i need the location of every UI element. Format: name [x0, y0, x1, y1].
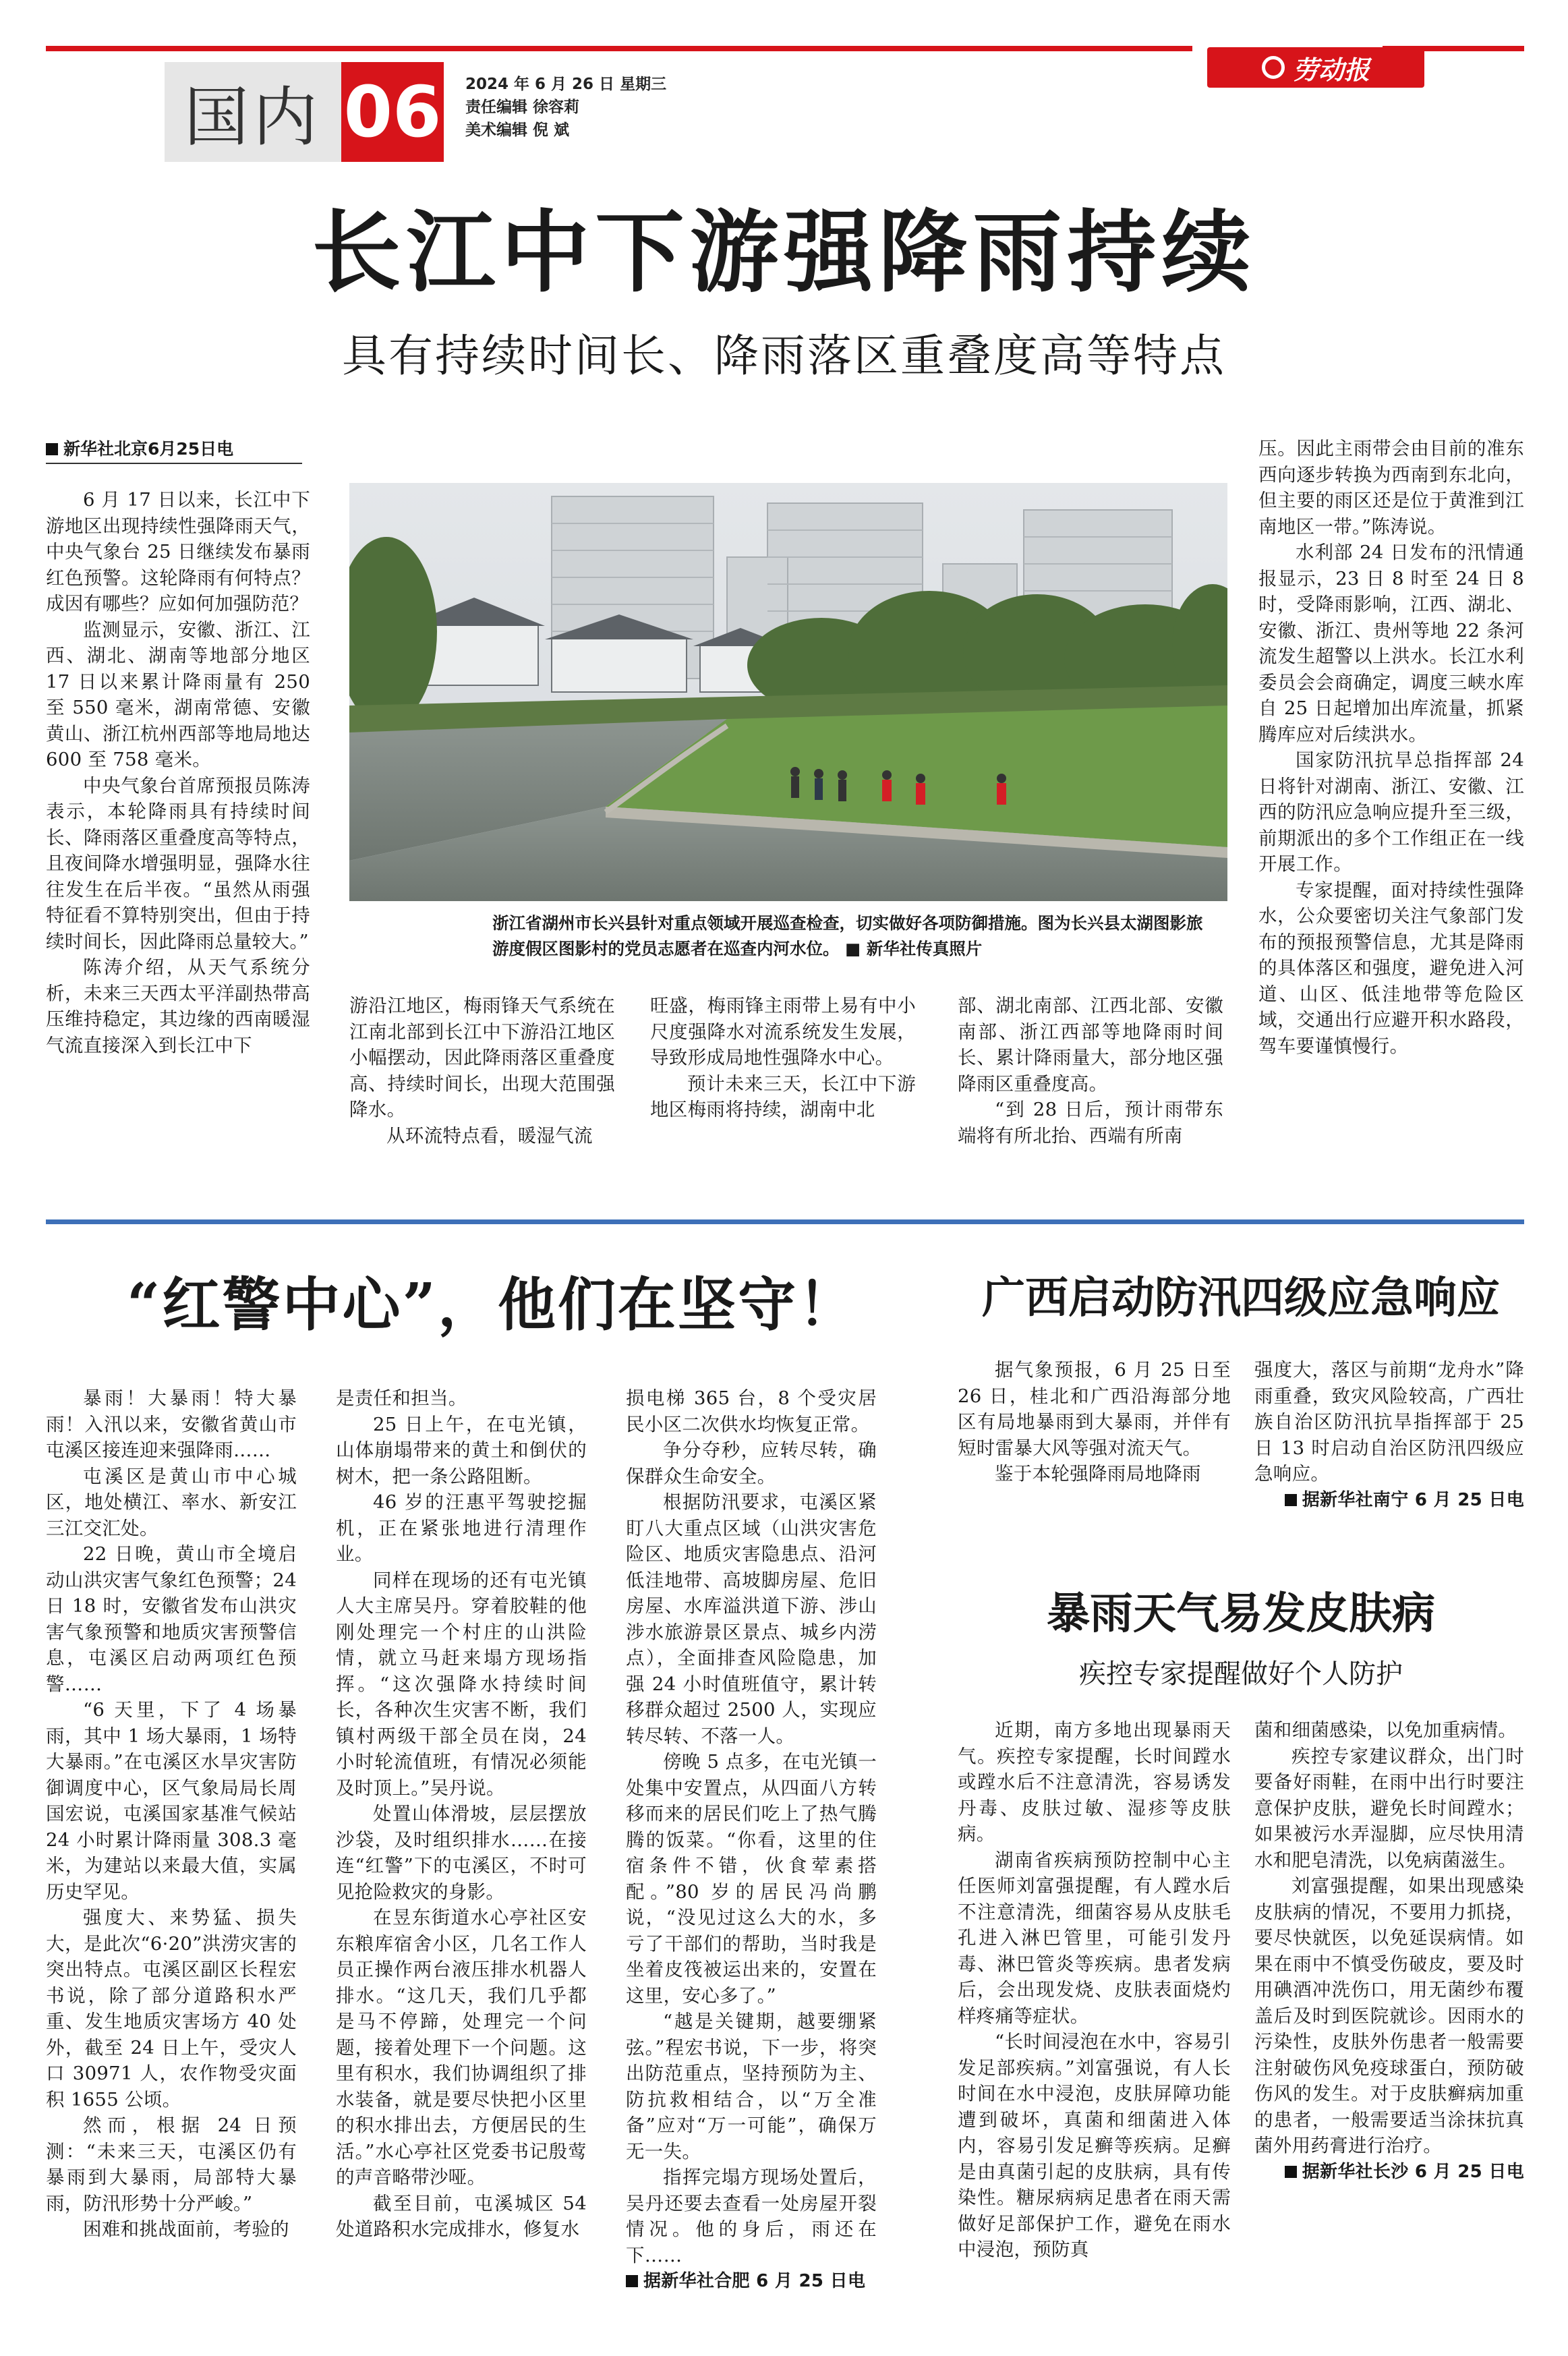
paragraph: 压。因此主雨带会由目前的准东西向逐步转换为西南到东北向，但主要的雨区还是位于黄淮到江南地区一带。”陈涛说。 [1258, 438, 1524, 538]
paragraph: 专家提醒，面对持续性强降水，公众要密切关注气象部门发布的预报预警信息，尤其是降雨的具体落区和强度，避免进入河道、山区、低洼地带等危险区域，交通出行应避开积水路段，驾车要谨慎慢行。 [1258, 879, 1524, 1057]
paragraph: 46 岁的汪惠平驾驶挖掘机，正在紧张地进行清理作业。 [336, 1491, 587, 1565]
story3-headline: 广西启动防汛四级应急响应 [982, 1273, 1500, 1323]
lead-column-3 [650, 993, 916, 1123]
paragraph: 处置山体滑坡，层层摆放沙袋，及时组织排水……在接连“红警”下的屯溪区，不时可见抢险救灾的身影。 [336, 1803, 587, 1903]
story2-column-3 [626, 1385, 877, 2295]
lead-column-5 [1258, 436, 1524, 1059]
section-label: 国内 [165, 62, 341, 162]
paragraph: 鉴于本轮强降雨局地降雨 [995, 1463, 1201, 1485]
section-divider [46, 1219, 1524, 1224]
editor-credit: 责任编辑 徐容莉 [465, 98, 580, 116]
header-top-rule [46, 46, 1192, 51]
paragraph: 指挥完塌方现场处置后，吴丹还要去查看一处房屋开裂情况。他的身后，雨还在下…… [626, 2166, 877, 2266]
paragraph: 部、湖北南部、江西北部、安徽南部、浙江西部等地降雨时间长、累计降雨量大，部分地区强降雨区重叠度高。 [958, 995, 1223, 1095]
paragraph: 近期，南方多地出现暴雨天气。疾控专家提醒，长时间蹚水或蹚水后不注意清洗，容易诱发丹毒、皮肤过敏、湿疹等皮肤病。 [958, 1719, 1231, 1845]
story2-column-2 [336, 1385, 587, 2243]
paragraph: 陈涛介绍，从天气系统分析，未来三天西太平洋副热带高压维持稳定，其边缘的西南暖湿气流直接深入到长江中下 [46, 956, 310, 1056]
paragraph: 是责任和担当。 [336, 1387, 467, 1409]
paragraph: 截至目前，屯溪城区 54 处道路积水完成排水，修复水 [336, 2192, 587, 2240]
paragraph: 中央气象台首席预报员陈涛表示，本轮降雨具有持续时间长、降雨落区重叠度高等特点，且夜间降水增强明显，强降水往往发生在后半夜。“虽然从雨强特征看不算特别突出，但由于持续时间长，因此降雨总量较大。” [46, 774, 310, 952]
lead-byline: 新华社北京6月25日电 [46, 436, 302, 464]
paragraph: 菌和细菌感染，以免加重病情。 [1254, 1719, 1517, 1741]
art-editor-credit: 美术编辑 倪 斌 [465, 121, 570, 139]
photo-credit-marker-icon: ■ [845, 939, 867, 958]
masthead-name: 劳动报 [1292, 54, 1370, 85]
newspaper-logo-icon [1262, 56, 1285, 79]
paragraph: 旺盛，梅雨锋主雨带上易有中小尺度强降水对流系统发生发展，导致形成局地性强降水中心。 [650, 995, 916, 1068]
story3-column-1 [958, 1357, 1231, 1487]
lead-photo [349, 483, 1227, 901]
paragraph: “6 天里，下了 4 场暴雨，其中 1 场大暴雨，1 场特大暴雨。”在屯溪区水旱灾害防御调度中心，区气象局局长周国宏说，屯溪国家基准气候站 24 小时累计降雨量 308.3 毫米，为建站以来最大值，实属历史罕见。 [46, 1699, 297, 1903]
paragraph: 湖南省疾病预防控制中心主任医师刘富强提醒，有人蹚水后不注意清洗，细菌容易从皮肤毛孔进入淋巴管里，可能引发丹毒、淋巴管炎等疾病。患者发病后，会出现发烧、皮肤表面烧灼样疼痛等症状。 [958, 1849, 1231, 2027]
paragraph: 6 月 17 日以来，长江中下游地区出现持续性强降雨天气，中央气象台 25 日继续发布暴雨红色预警。这轮降雨有何特点？成因有哪些？应如何加强防范？ [46, 489, 310, 614]
paragraph: 根据防汛要求，屯溪区紧盯八大重点区域（山洪灾害危险区、地质灾害隐患点、沿河低洼地带、高坡脚房屋、危旧房屋、水库溢洪道下游、涉山涉水旅游景区景点、城乡内涝点），全面排查风险隐患，加强 24 小时值班值守，累计转移群众超过 2500 人，实现应转尽转、不落一人。 [626, 1491, 877, 1747]
photo-caption-text: 浙江省湖州市长兴县针对重点领域开展巡查检查，切实做好各项防御措施。图为长兴县太湖图影旅游度假区图影村的党员志愿者在巡查内河水位。 [492, 913, 1203, 958]
page-number: 06 [341, 62, 444, 162]
story2-source: 据新华社合肥 6 月 25 日电 [626, 2268, 877, 2295]
story2-column-1 [46, 1385, 297, 2243]
paragraph: 然而，根据 24 日预测：“未来三天，屯溪区仍有暴雨到大暴雨，局部特大暴雨，防汛形势十分严峻。” [46, 2115, 297, 2214]
paragraph: 预计未来三天，长江中下游地区梅雨将持续，湖南中北 [650, 1072, 916, 1120]
paragraph: “越是关键期，越要绷紧弦。”程宏书说，下一步，将突出防范重点，坚持预防为主、防抗救相结合，以“万全准备”应对“万一可能”，确保万无一失。 [626, 2011, 877, 2162]
paragraph: 争分夺秒，应转尽转，确保群众生命安全。 [626, 1439, 877, 1487]
paragraph: 屯溪区是黄山市中心城区，地处横江、率水、新安江三江交汇处。 [46, 1465, 297, 1539]
photo-caption [492, 911, 1207, 962]
paragraph: 损电梯 365 台，8 个受灾居民小区二次供水均恢复正常。 [626, 1387, 877, 1435]
photo-credit: 新华社传真照片 [866, 939, 983, 958]
paragraph: 水利部 24 日发布的汛情通报显示，23 日 8 时至 24 日 8 时，受降雨影响，江西、湖北、安徽、浙江、贵州等地 22 条河流发生超警以上洪水。长江水利委员会会商确定，调度三峡水库自 25 日起增加出库流量，抓紧腾库应对后续洪水。 [1258, 542, 1524, 745]
paragraph: 刘富强提醒，如果出现感染皮肤病的情况，不要用力抓挠，要尽快就医，以免延误病情。如果在雨中不慎受伤破皮，要及时用碘酒冲洗伤口，用无菌纱布覆盖后及时到医院就诊。因雨水的污染性，皮肤外伤患者一般需要注射破伤风免疫球蛋白，预防破伤风的发生。对于皮肤癣病加重的患者，一般需要适当涂抹抗真菌外用药膏进行治疗。 [1254, 1875, 1524, 2156]
paragraph: 游沿江地区，梅雨锋天气系统在江南北部到长江中下游沿江地区小幅摆动，因此降雨落区重叠度高、持续时间长，出现大范围强降水。 [349, 995, 615, 1120]
paragraph: “长时间浸泡在水中，容易引发足部疾病。”刘富强说，有人长时间在水中浸泡，皮肤屏障功能遭到破坏，真菌和细菌进入体内，容易引发足癣等疾病。足癣是由真菌引起的皮肤病，具有传染性。糖尿病病足患者在雨天需做好足部保护工作，避免在雨水中浸泡，预防真 [958, 2031, 1231, 2260]
paragraph: 22 日晚，黄山市全境启动山洪灾害气象红色预警；24 日 18 时，安徽省发布山洪灾害气象预警和地质灾害预警信息，屯溪区启动两项红色预警…… [46, 1543, 297, 1695]
paragraph: 疾控专家建议群众，出门时要备好雨鞋，在雨中出行时要注意保护皮肤，避免长时间蹚水；如果被污水弄湿脚，应尽快用清水和肥皂清洗，以免病菌滋生。 [1254, 1745, 1524, 1871]
paragraph: 同样在现场的还有屯光镇人大主席吴丹。穿着胶鞋的他刚处理完一个村庄的山洪险情，就立马赶来塌方现场指挥。“这次强降水持续时间长，各种次生灾害不断，我们镇村两级干部全员在岗，24 小时轮流值班，有情况必须能及时顶上。”吴丹说。 [336, 1569, 587, 1799]
flood-patrol-photo [349, 483, 1227, 901]
paragraph: 强度大、来势猛、损失大，是此次“6·20”洪涝灾害的突出特点。屯溪区副区长程宏书说，除了部分道路积水严重、发生地质灾害场方 40 处外，截至 24 日上午，受灾人口 30971 人，农作物受灾面积 1655 公顷。 [46, 1907, 297, 2110]
lead-column-4 [958, 993, 1223, 1149]
story4-subheadline: 疾控专家提醒做好个人防护 [1079, 1659, 1403, 1690]
dateline [465, 73, 666, 142]
story4-headline: 暴雨天气易发皮肤病 [1047, 1588, 1435, 1639]
paragraph: 困难和挑战面前，考验的 [83, 2218, 289, 2240]
paragraph: 25 日上午，在屯光镇，山体崩塌带来的黄土和倒伏的树木，把一条公路阻断。 [336, 1413, 587, 1487]
issue-date: 2024 年 6 月 26 日 星期三 [465, 76, 667, 93]
lead-column-1 [46, 487, 310, 1058]
paragraph: 暴雨！大暴雨！特大暴雨！入汛以来，安徽省黄山市屯溪区接连迎来强降雨…… [46, 1387, 297, 1461]
paragraph: 傍晚 5 点多，在屯光镇一处集中安置点，从四面八方转移而来的居民们吃上了热气腾腾的饭菜。“你看，这里的住宿条件不错，伙食荤素搭配。”80 岁的居民冯尚鹏说，“没见过这么大的水，多亏了干部们的帮助，当时我是坐着皮筏被运出来的，安置在这里，安心多了。” [626, 1751, 877, 2007]
paragraph: 监测显示，安徽、浙江、江西、湖北、湖南等地部分地区 17 日以来累计降雨量有 250 至 550 毫米，湖南常德、安徽黄山、浙江杭州西部等地局地达 600 至 758 毫米。 [46, 619, 310, 770]
paragraph: 国家防汛抗旱总指挥部 24 日将针对湖南、浙江、安徽、江西的防汛应急响应提升至三级，前期派出的多个工作组正在一线开展工作。 [1258, 749, 1524, 875]
lead-column-2 [349, 993, 615, 1149]
paragraph: 从环流特点看，暖湿气流 [386, 1124, 593, 1147]
story2-headline: “红警中心”，他们在坚守！ [127, 1271, 858, 1339]
story4-column-2 [1254, 1717, 1524, 2185]
paragraph: “到 28 日后，预计雨带东端将有所北抬、西端有所南 [958, 1099, 1223, 1147]
lead-headline: 长江中下游强降雨持续 [312, 200, 1256, 305]
paragraph: 据气象预报，6 月 25 日至 26 日，桂北和广西沿海部分地区有局地暴雨到大暴雨，并伴有短时雷暴大风等强对流天气。 [958, 1359, 1231, 1459]
paragraph: 强度大，落区与前期“龙舟水”降雨重叠，致灾风险较高，广西壮族自治区防汛抗旱指挥部于 25 日 13 时启动自治区防汛四级应急响应。 [1254, 1359, 1524, 1485]
story4-source: 据新华社长沙 6 月 25 日电 [1254, 2159, 1524, 2185]
story4-column-1 [958, 1717, 1231, 2263]
paragraph: 在昱东街道水心亭社区安东粮库宿舍小区，几名工作人员正操作两台液压排水机器人排水。“这几天，我们几乎都是马不停蹄，处理完一个问题，接着处理下一个问题。这里有积水，我们协调组织了排水装备，就是要尽快把小区里的积水排出去，方便居民的生活。”水心亭社区党委书记殷莺的声音略带沙哑。 [336, 1907, 587, 2188]
story3-source: 据新华社南宁 6 月 25 日电 [1254, 1487, 1524, 1514]
masthead-logo [1207, 47, 1424, 88]
story3-column-2 [1254, 1357, 1524, 1513]
lead-subheadline: 具有持续时间长、降雨落区重叠度高等特点 [342, 330, 1226, 382]
